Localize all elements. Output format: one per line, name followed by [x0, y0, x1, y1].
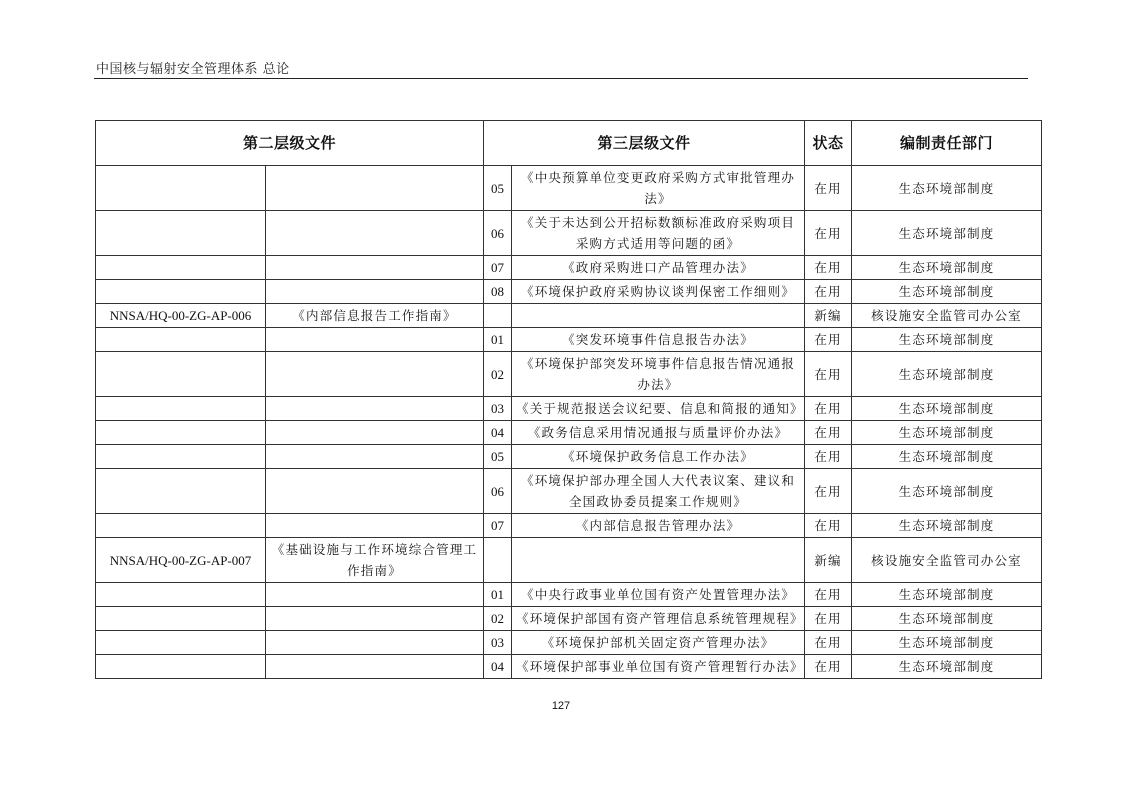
level2-code-cell [96, 469, 266, 514]
level3-doc-cell: 《中央预算单位变更政府采购方式审批管理办法》 [512, 166, 805, 211]
table-row [96, 631, 1042, 655]
table-row [96, 280, 1042, 304]
level3-doc-cell: 《环境保护部机关固定资产管理办法》 [512, 631, 805, 655]
table-row [96, 211, 1042, 256]
level3-num-cell: 03 [484, 397, 512, 421]
status-cell: 在用 [805, 256, 852, 280]
level2-title-cell: 《基础设施与工作环境综合管理工作指南》 [266, 538, 484, 583]
level3-doc-cell: 《政府采购进口产品管理办法》 [512, 256, 805, 280]
level3-doc-cell: 《环境保护部国有资产管理信息系统管理规程》 [512, 607, 805, 631]
table-row [96, 538, 1042, 583]
level2-code-cell [96, 607, 266, 631]
level3-num-cell: 08 [484, 280, 512, 304]
level2-title-cell [266, 280, 484, 304]
level3-num-cell [484, 538, 512, 583]
document-table [95, 120, 1042, 679]
table-row [96, 514, 1042, 538]
level3-doc-cell: 《环境保护政府采购协议谈判保密工作细则》 [512, 280, 805, 304]
level3-num-cell: 04 [484, 421, 512, 445]
level2-title-cell [266, 421, 484, 445]
level2-title-cell [266, 256, 484, 280]
status-cell: 在用 [805, 211, 852, 256]
status-cell: 在用 [805, 655, 852, 679]
header-department: 编制责任部门 [852, 121, 1042, 166]
department-cell: 生态环境部制度 [852, 655, 1042, 679]
level3-num-cell: 03 [484, 631, 512, 655]
status-cell: 在用 [805, 469, 852, 514]
level2-code-cell [96, 655, 266, 679]
table-row [96, 469, 1042, 514]
level3-doc-cell: 《环境保护政务信息工作办法》 [512, 445, 805, 469]
header-rule [94, 78, 1028, 79]
level3-num-cell: 02 [484, 607, 512, 631]
status-cell: 在用 [805, 514, 852, 538]
table-body [96, 166, 1042, 679]
table-row [96, 655, 1042, 679]
table-row [96, 256, 1042, 280]
level3-doc-cell [512, 304, 805, 328]
status-cell: 在用 [805, 397, 852, 421]
level3-doc-cell: 《中央行政事业单位国有资产处置管理办法》 [512, 583, 805, 607]
level3-num-cell [484, 304, 512, 328]
level3-doc-cell [512, 538, 805, 583]
level2-code-cell: NNSA/HQ-00-ZG-AP-006 [96, 304, 266, 328]
status-cell: 在用 [805, 352, 852, 397]
department-cell: 生态环境部制度 [852, 397, 1042, 421]
level2-code-cell [96, 352, 266, 397]
table-row [96, 607, 1042, 631]
department-cell: 生态环境部制度 [852, 421, 1042, 445]
level2-title-cell [266, 328, 484, 352]
department-cell: 生态环境部制度 [852, 514, 1042, 538]
level2-title-cell [266, 583, 484, 607]
department-cell: 核设施安全监管司办公室 [852, 304, 1042, 328]
level3-num-cell: 04 [484, 655, 512, 679]
running-header: 中国核与辐射安全管理体系 总论 [96, 62, 290, 77]
level3-doc-cell: 《环境保护部突发环境事件信息报告情况通报办法》 [512, 352, 805, 397]
status-cell: 在用 [805, 445, 852, 469]
level3-num-cell: 01 [484, 583, 512, 607]
table-header-row [96, 121, 1042, 166]
department-cell: 核设施安全监管司办公室 [852, 538, 1042, 583]
level2-code-cell [96, 211, 266, 256]
department-cell: 生态环境部制度 [852, 445, 1042, 469]
level3-num-cell: 06 [484, 469, 512, 514]
level2-code-cell: NNSA/HQ-00-ZG-AP-007 [96, 538, 266, 583]
department-cell: 生态环境部制度 [852, 256, 1042, 280]
table-row [96, 352, 1042, 397]
department-cell: 生态环境部制度 [852, 166, 1042, 211]
level2-title-cell [266, 607, 484, 631]
department-cell: 生态环境部制度 [852, 607, 1042, 631]
level3-doc-cell: 《关于未达到公开招标数额标准政府采购项目采购方式适用等问题的函》 [512, 211, 805, 256]
status-cell: 在用 [805, 328, 852, 352]
header-level2: 第二层级文件 [96, 121, 484, 166]
table-row [96, 583, 1042, 607]
level3-doc-cell: 《内部信息报告管理办法》 [512, 514, 805, 538]
level3-num-cell: 05 [484, 445, 512, 469]
table-row [96, 397, 1042, 421]
page-number: 127 [551, 700, 571, 712]
level2-title-cell [266, 352, 484, 397]
level2-title-cell [266, 655, 484, 679]
level2-code-cell [96, 328, 266, 352]
department-cell: 生态环境部制度 [852, 328, 1042, 352]
level2-title-cell [266, 397, 484, 421]
level3-doc-cell: 《关于规范报送会议纪要、信息和简报的通知》 [512, 397, 805, 421]
department-cell: 生态环境部制度 [852, 631, 1042, 655]
level2-code-cell [96, 256, 266, 280]
status-cell: 新编 [805, 538, 852, 583]
status-cell: 在用 [805, 280, 852, 304]
level2-code-cell [96, 421, 266, 445]
status-cell: 在用 [805, 421, 852, 445]
level2-title-cell [266, 631, 484, 655]
header-status: 状态 [805, 121, 852, 166]
table-row [96, 421, 1042, 445]
level2-title-cell [266, 211, 484, 256]
level3-num-cell: 05 [484, 166, 512, 211]
level3-num-cell: 02 [484, 352, 512, 397]
level2-title-cell [266, 166, 484, 211]
level2-code-cell [96, 166, 266, 211]
status-cell: 在用 [805, 631, 852, 655]
department-cell: 生态环境部制度 [852, 469, 1042, 514]
level3-doc-cell: 《政务信息采用情况通报与质量评价办法》 [512, 421, 805, 445]
department-cell: 生态环境部制度 [852, 583, 1042, 607]
level3-num-cell: 06 [484, 211, 512, 256]
level2-title-cell [266, 469, 484, 514]
status-cell: 在用 [805, 607, 852, 631]
level3-num-cell: 07 [484, 256, 512, 280]
department-cell: 生态环境部制度 [852, 211, 1042, 256]
status-cell: 在用 [805, 583, 852, 607]
department-cell: 生态环境部制度 [852, 352, 1042, 397]
table-row [96, 328, 1042, 352]
table-row [96, 166, 1042, 211]
level3-num-cell: 07 [484, 514, 512, 538]
level2-code-cell [96, 631, 266, 655]
table-row [96, 445, 1042, 469]
level3-doc-cell: 《环境保护部办理全国人大代表议案、建议和全国政协委员提案工作规则》 [512, 469, 805, 514]
level3-num-cell: 01 [484, 328, 512, 352]
level2-code-cell [96, 397, 266, 421]
status-cell: 在用 [805, 166, 852, 211]
level2-code-cell [96, 445, 266, 469]
level3-doc-cell: 《环境保护部事业单位国有资产管理暂行办法》 [512, 655, 805, 679]
level2-code-cell [96, 280, 266, 304]
table-row [96, 304, 1042, 328]
department-cell: 生态环境部制度 [852, 280, 1042, 304]
level2-title-cell: 《内部信息报告工作指南》 [266, 304, 484, 328]
level2-code-cell [96, 583, 266, 607]
level2-title-cell [266, 514, 484, 538]
status-cell: 新编 [805, 304, 852, 328]
header-level3: 第三层级文件 [484, 121, 805, 166]
level2-title-cell [266, 445, 484, 469]
level2-code-cell [96, 514, 266, 538]
level3-doc-cell: 《突发环境事件信息报告办法》 [512, 328, 805, 352]
